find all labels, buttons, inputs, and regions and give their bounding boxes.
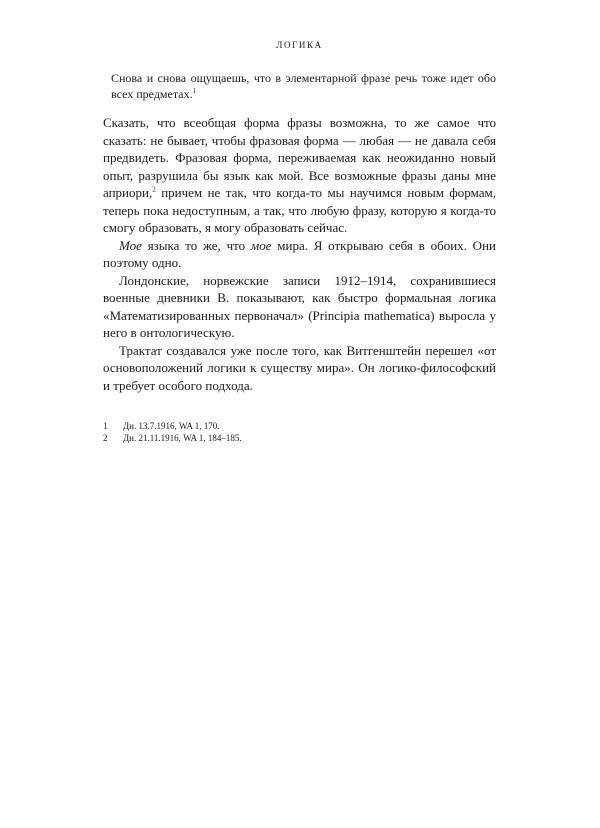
footnote-1-number: 1 <box>103 421 108 431</box>
paragraph-1-text-b: причем не так, что когда-то мы научимся новым формам, теперь пока недоступным, а так, что любую фразу, которую я когда-то смогу образовать, я могу образовать сейчас. <box>103 185 496 235</box>
paragraph-1 <box>103 114 496 237</box>
paragraph-2-text-b: мира. Я открываю себя в обоих. Они поэтому одно. <box>103 237 496 270</box>
footnote-2 <box>103 432 496 444</box>
body-text <box>103 114 496 394</box>
running-head: ЛОГИКА <box>276 40 323 50</box>
paragraph-2 <box>103 237 496 272</box>
paragraph-2-emphasis-1: Мое <box>119 237 142 253</box>
footnotes <box>103 420 496 444</box>
footnote-2-number: 2 <box>103 433 108 443</box>
epigraph-quote <box>111 70 496 102</box>
paragraph-2-text-a: языка то же, что <box>141 237 251 253</box>
footnote-2-text: Дн. 21.11.1916, WA 1, 184–185. <box>123 433 242 443</box>
footnote-1-text: Дн. 13.7.1916, WA 1, 170. <box>123 421 220 431</box>
paragraph-1-text-a: Сказать, что всеобщая форма фразы возможна, то же самое что сказать: не бывает, чтобы фразовая форма — любая — не давала себя предвидеть. Фразовая форма, переживаемая как неожиданно новый опыт, разрушила бы язык как мой. Все возможные фразы даны мне априори, <box>103 115 496 200</box>
page <box>103 40 496 444</box>
footnote-1 <box>103 420 496 432</box>
paragraph-2-emphasis-2: мое <box>250 237 272 253</box>
footnote-ref-1[interactable]: 1 <box>192 87 197 95</box>
quote-text: Снова и снова ощущаешь, что в элементарной фразе речь тоже идет обо всех предметах. <box>111 71 496 101</box>
paragraph-3: Лондонские, норвежские записи 1912–1914, сохранившиеся военные дневники В. показывают, как быстро формальная логика «Математизированных первоначал» (Principia mathematica) выросла у него в онтологическую. <box>103 272 496 340</box>
paragraph-4: Трактат создавался уже после того, как Витгенштейн перешел «от основоположений логики к существу мира». Он логико-философский и требует особого подхода. <box>103 342 496 393</box>
footnote-ref-2[interactable]: 2 <box>152 185 156 194</box>
